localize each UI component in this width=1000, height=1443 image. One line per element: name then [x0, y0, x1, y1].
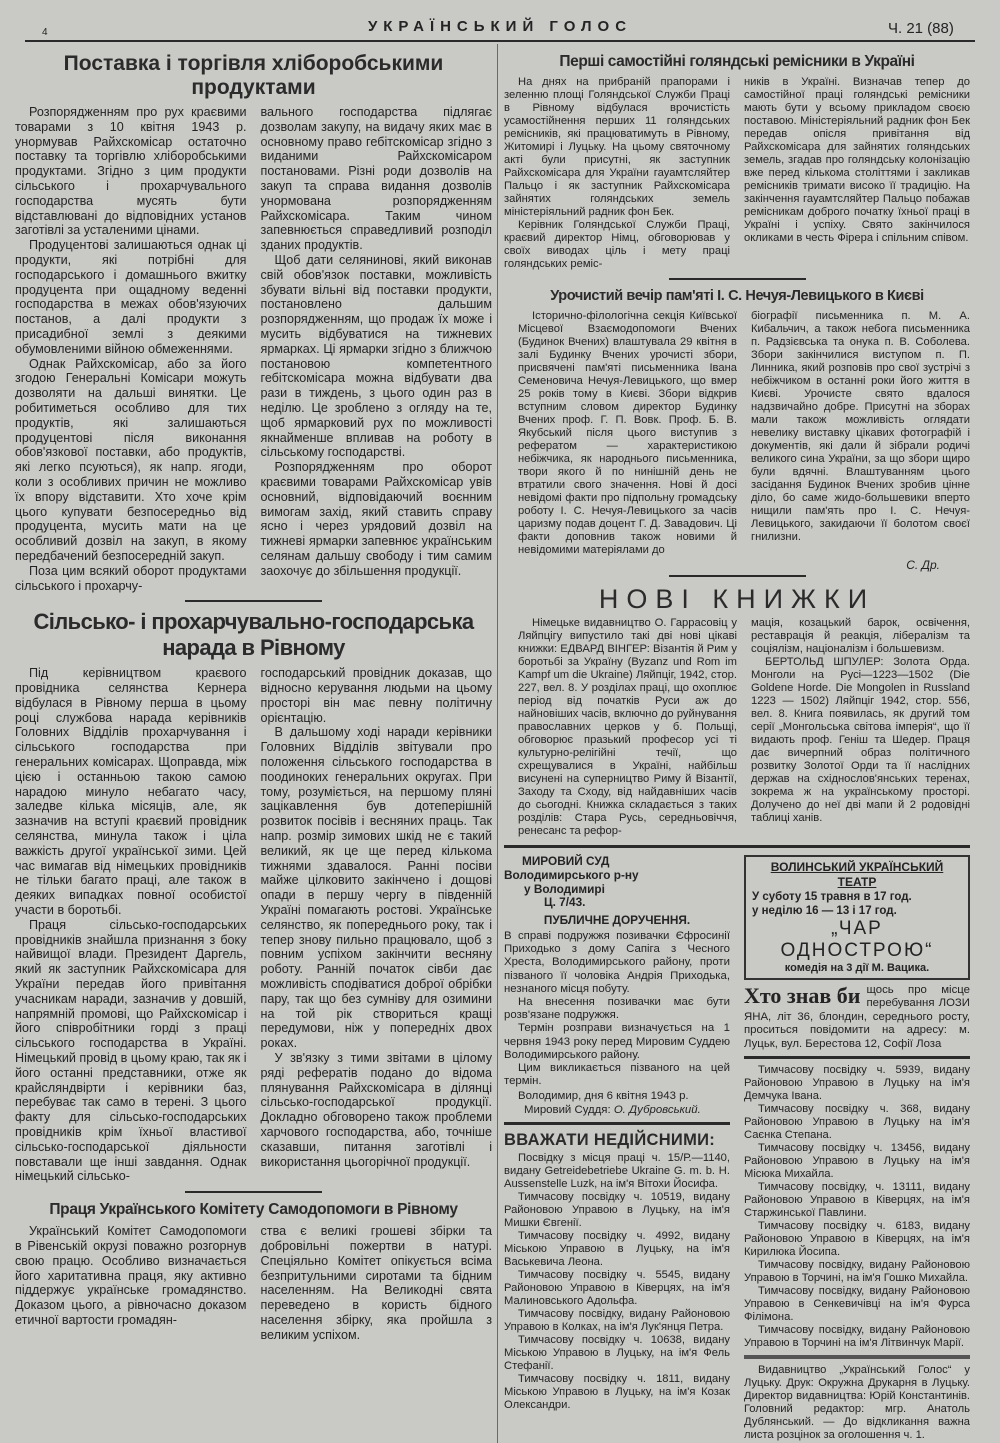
new-books — [504, 584, 970, 838]
author-signature: С. Др. — [906, 558, 940, 572]
paragraph: Тимчасову посвідку, видану Районовою Управою в Сенкевичівці на ім'я Фурса Філімона. — [744, 1285, 970, 1324]
judge-name: О. Дубровський. — [613, 1103, 701, 1116]
paragraph: біографії письменника п. М. А. Кибальчич, а також небога письменника п. Радзієвська та онука п. В. Соболева. Збори закінчилися виступом п. П. Линника, який розповів про свої зустрічі з небіжчиком в останні роки його життя в Києві. Урочисте свято вдалося надзвичайно добре. Присутні на зборах мали також можливість оглядати невелику виставку цікавих фотографій і документів, які дали й зібрали родичі великого сина України, за що збори щиро були вдячні. Влаштуванням цього засідання Будинок Вчених зробив цінне діло, бо саме жидо-большевики вперто нищили пам'ять про І. С. Нечуя-Левицького, закидаючи її болотом своєї гнилизни. — [751, 310, 970, 543]
paragraph: Тимчасову посвідку ч. 10638, видану Міською Управою в Луцьку, на ім'я Фель Стефанії. — [504, 1333, 730, 1372]
headline-committee: Праця Українського Комітету Самодопомоги в Рівному — [49, 1201, 458, 1219]
theatre-ad — [744, 855, 970, 980]
meeting-column-1 — [15, 666, 247, 1184]
paragraph: ників в Україні. Визначав тепер до самостійної праці голяндські ремісники мають бути у всьому прикладом своєю поставою. Міністеріяльний радник фон Бек передав опісля привітання від Райхскомісара для зайнятих голяндських земель, згадав про голяндську колонізацію вже перед кількома століттями і закликав ремісників тримати високо її традицію. На закінчення гауамтсляйтер Пальцо побажав ремісникам доброго початку їхньої праці в Україні і успіху. Свято закінчилося окликами в честь Фірера і спільним співом. — [744, 76, 970, 244]
paragraph: У зв'язку з тими звітами в цілому ряді рефератів подано до відома плянування Райхскомісара в ділянці сільсько-господарської продукції. Докладно обговорено також проблеми харчового господарства, або, точніше сказавши, питання заготівлі і використання цьогорічної продукції. — [260, 1051, 492, 1169]
section-rule — [744, 1355, 970, 1359]
court-city: у Володимирі — [524, 881, 605, 896]
classifieds-left — [504, 855, 730, 1412]
issue-number: Ч. 21 (88) — [888, 20, 954, 37]
play-subtitle: комедія на 3 дії М. Вацика. — [784, 962, 930, 974]
invalid-docs-list — [504, 1152, 730, 1412]
paragraph: Розпорядженням про оборот краєвими товарами Райхскомісар увів основний, відповідаючий воєнним вимогам захід, який ставить справу ясно і через урядовий дозвіл на тижневі ярмарки запевнює українським селянам дальшу свободу і тим самим заохочує до збільшення продукції. — [260, 460, 492, 578]
newspaper-title: УКРАЇНСЬКИЙ ГОЛОС — [367, 18, 633, 35]
section-rule — [744, 1056, 970, 1059]
paragraph: Тимчасову посвідку, видану Районовою Управою в Торчині, на ім'я Гошко Михайла. — [744, 1259, 970, 1285]
headline-meeting: Сільсько- і прохарчувально-господарська нарада в Рівному — [33, 609, 474, 661]
article-supply — [15, 52, 492, 593]
case-number: Ц. 7/43. — [544, 895, 586, 910]
headline-supply: Поставка і торгівля хліборобськими продуктами — [63, 52, 444, 99]
court-name: МИРОВИЙ СУД — [522, 854, 610, 868]
divider-rule — [185, 1191, 322, 1193]
column-divider — [497, 44, 498, 1443]
article-meeting — [15, 609, 492, 1184]
paragraph: ства є великі грошеві збірки та добровільні пожертви в натурі. Спеціяльно Комітет опікується всіма безпритульними сиротами та бідним населенням. На Великодні свята переведено в користь бідного населення збірку, яка пройшла з великим успіхом. — [260, 1224, 492, 1342]
paragraph: На внесення позивачки має бути розв'язане подружжя. — [504, 996, 730, 1022]
paragraph: Тимчасову посвідку ч. 5545, видану Районовою Управою в Ківерцях, на ім'я Малиновського Адольфа. — [504, 1268, 730, 1307]
classifieds — [504, 855, 970, 1442]
paragraph: Тимчасову посвідку ч. 4992, видану Міською Управою в Луцьку, на ім'я Васькевича Леона. — [504, 1229, 730, 1268]
classifieds-right — [744, 855, 970, 1442]
article-nechui — [504, 287, 970, 572]
paragraph: Праця сільсько-господарських провідників знайшла признання з боку найвищої влади. Президент Даргель, який як заступник Райхскомісара для України передав його привітання учасникам наради, зазначив у довшій, напрямній промові, що Райхскомісар і його співробітники горді з праці сільського господарства в Україні. Німецький провід в цьому краю, так як і його останні представники, отже як крайсляндвірти і керівники баз, перебуває так само в терені. З цього факту для сільсько-господарських провідників крім їхньої властивої сільсько-господарської діяльности повставали ще інші завдання. Однак німецький сільсько- — [15, 917, 247, 1184]
nechui-column-1 — [518, 310, 737, 557]
court-district: Володимирського р-ну — [504, 867, 639, 882]
page-number: 4 — [42, 27, 48, 38]
paragraph: Тимчасову посвідку ч. 6183, видану Районовою Управою в Ківерцях, на ім'я Кирилюка Йосипа. — [744, 1220, 970, 1259]
dutch-column-1 — [504, 76, 730, 271]
imprint-text: Видавництво „Український Голос“ у Луцьку. Друк: Окружна Друкарня в Луцьку. Директор видавництва: Юрій Константинів. Головний редактор: мгр. Анатоль Дублянський. — До відкликання важна листа розцінок за оголошення ч. 1. — [744, 1364, 970, 1442]
paragraph: господарський провідник доказав, що відносно керування людьми на цьому просторі він має певну політичну орієнтацію. — [260, 666, 492, 725]
paragraph: В дальшому ході наради керівники Головних Відділів звітували про положення сільського господарства в поодиноких генеральних округах. При тому, розуміється, на першому пляні зацікавлення був дотеперішній розвиток посівів і весняних праць. Так напр. розмір зимових шкід не є такий великий, як це ще перед кількома тижнями здавалося. Ранні посіви майже цілковито закінчено і дощові опади в першу чергу в південній Україні помагають ростові. Українське селянство, як попереднього року, так і тепер знову пильно працювало, щоб з повним успіхом закінчити весняну роботу. Ранній початок сівби дає можливість сподіватися доброї обрібки пару, так що без сумніву для озимини на той рік створиться кращі передумови, ніж у попередніх двох роках. — [260, 725, 492, 1051]
paragraph: мація, козацький барок, освічення, реставрація й реакція, лібералізм та соціялізм, націоналізм і большевизм. — [751, 617, 970, 655]
committee-column-1 — [15, 1224, 247, 1328]
section-rule — [504, 845, 970, 848]
paragraph: вального господарства підлягає дозволам закупу, на видачу яких має в основному право гебітскомісар згідно з виданими Райхскомісаром постановами. Різні роди дозволів на закуп та справа видання дозволів унормована розпорядженням Райхскомісара. Таким чином запевнюється справедливий розподіл зданих продуктів. — [260, 105, 492, 253]
paragraph: Термін розправи визначується на 1 червня 1943 року перед Мировим Суддею Володимирського району. — [504, 1022, 730, 1061]
paragraph: На днях на прибраній прапорами і зеленню площі Голяндської Служби Праці в Рівному відбулася врочистість усамостійнення перших 11 голяндських ремісників, які працюватимуть в Рівному, Житомирі і Луцьку. На цьому святочному акті були присутні, як заступник Райхскомісара для України гауамтсляйтер Пальцо і як заступник Райхскомісара зайнятих голяндських земель міністеріяльний радник фон Бек. — [504, 76, 730, 218]
masthead-rule — [25, 40, 975, 42]
right-page-half — [504, 52, 970, 1442]
nechui-column-2 — [751, 310, 970, 544]
paragraph: Цим викликається пізваного на цей термін. — [504, 1062, 730, 1088]
article-committee — [15, 1200, 492, 1342]
invalid-docs-list-right — [744, 1064, 970, 1350]
divider-rule — [669, 278, 806, 280]
show-date-2: у неділю 16 — 13 і 17 год. — [752, 905, 897, 917]
paragraph: БЕРТОЛЬД ШПУЛЕР: Золота Орда. Монголи на Русі—1223—1502 (Die Goldene Horde. Die Mongolen in Russland 1223 — 1502) Ляйпціг 1942, стор. 556, вел. 8. Книга появилась, як другий том серії „Монгольська світова імперія“, що її видають проф. Геніш та Шедер. Праця дає вичерпний образ політичного розвитку Золотої Орди та її наслідних держав на східнослов'янських теренах, зокрема ж на українському просторі. Долучено до неї дві мапи й 2 родовідні таблиці ханів. — [751, 656, 970, 824]
headline-nechui: Урочистий вечір пам'яті І. С. Нечуя-Левицького в Києві — [550, 288, 924, 304]
article-dutch-craftsmen — [504, 52, 970, 271]
court-notice — [504, 855, 730, 1117]
paragraph: Тимчасову посвідку ч. 1811, видану Міською Управою в Луцьку, на ім'я Козак Олександри. — [504, 1372, 730, 1411]
paragraph: Однак Райхскомісар, або за його згодою Генеральні Комісари можуть дозволяти на дальші винятки. Це робитиметься особливо для тих продуктів, які залишаються продуцентові після виконання обов'язкової поставки, або продуктів, які легко псуються), як напр. ягоди, коли з особливих причин не можливо їх впору відставити. Хто хоче крім цього купувати безпосередньо від продуцента, мусить мати на це особливий дозвіл на закуп, в якому передбачений безпосередній закуп. — [15, 356, 247, 563]
paragraph: Продуцентові залишаються однак ці продукти, які потрібні для господарського і домашнього вжитку продуцента при ощадному веденні господарства в межах обов'язуючих постанов, а далі продукти з присадибної землі з деякими обумовленими війною обмеженнями. — [15, 238, 247, 356]
paragraph: Керівник Голяндської Служби Праці, краєвий директор Німц, обговорював у своїх виводах ціль і мету праці голяндських реміс- — [504, 219, 730, 270]
notice-date: Володимир, дня 6 квітня 1943 р. — [518, 1090, 689, 1103]
left-page-half — [15, 52, 492, 1343]
paragraph: Німецьке видавництво О. Гаррасовіц у Ляйпцігу випустило такі дві нові цікаві книжки: ЕДВАРД ВІНГЕР: Візантія й Рим у боротьбі за Україну (Byzanz und Rom im Kampf um die Ukraine) Ляйпціг, 1942, стор. 227, вел. 8. У розділах праці, що охоплює період від початків Руси аж до найновіших часів, включно до руйнування православних церков у б. Польщі, обговорює празький професор усі ті культурно-релігійні течії, що схрещувалися в Україні, найбільш висунені на суперництво Риму й Візантії, Заходу та Сходу, від найдавніших часів до сьогодні. Книжка складається з таких розділів: Стара Русь, середньовіччя, ренесанс та рефор- — [518, 617, 737, 837]
judge-label: Мировий Суддя: — [524, 1103, 611, 1116]
headline-dutch-craftsmen: Перші самостійні голяндські ремісники в Україні — [559, 53, 915, 70]
paragraph: Поза цим всякий оборот продуктами сільського і прохарчу- — [15, 563, 247, 593]
paragraph: Тимчасову посвідку ч. 368, видану Районовою Управою в Луцьку на ім'я Саєнка Степана. — [744, 1103, 970, 1142]
imprint — [744, 1364, 970, 1442]
wanted-headline: Хто знав би — [744, 983, 861, 1008]
books-column-2 — [751, 617, 970, 825]
paragraph: Під керівництвом краєвого провідника селянства Кернера відбулася в Рівному перша в цьому році службова нарада керівників Головних Відділів прохарчування і сільського господарства при генеральних комісарах. Щоправда, між цією і останньою такою самою нарадою минуло небагато часу, заледве кілька місяців, але, як зазначив на вступі краєвий провідник селянства, минула також і ціла важкість другої української зими. Цей час вимагав від німецьких провідників не тільки багато праці, але також в деяких випадках повної особистої участи в боротьбі. — [15, 666, 247, 918]
paragraph: Український Комітет Самодопомоги в Рівенській окрузі поважно розгорнув свою працю. Особливо визначається його харитативна праця, яку активно піддержує українське громадянство. Доказом цього, а рівночасно доказом етичної вартости громадян- — [15, 1224, 247, 1327]
supply-column-2 — [261, 105, 493, 579]
section-rule — [504, 1122, 730, 1125]
meeting-column-2 — [261, 666, 493, 1169]
committee-column-2 — [261, 1224, 493, 1342]
paragraph: Тимчасову посвідку ч. 13456, видану Районовою Управою в Луцьку на ім'я Місюка Михайла. — [744, 1142, 970, 1181]
paragraph: Історично-філологічна секція Київської Місцевої Взаємодопомоги Вчених (Будинок Вчених) влаштувала 29 квітня в залі Будинку Вчених урочисті збори, присвячені пам'яті письменника Івана Семеновича Нечуя-Левицького, що вмер 25 років тому в Києві. Збори відкрив вступним словом директор Будинку Вчених проф. Г. П. Вовк. Проф. Б. В. Якубський після цього виступив з рефератом — характеристикою небіжчика, як народнього письменника, твори якого й по нинішній день не втратили свого значення. Нові й досі невідомі факти про підпольну громадську роботу І. С. Нечуя-Левицького за часів царизму подав доцент Г. Д. Завадович. Ці факти доповнив також новими й невідомими матеріялами до — [518, 310, 737, 556]
wanted-text: щось про місце перебування ЛОЗИ ЯНА, літ 36, блондин, середнього росту, проситься повідомити на адресу: м. Луцьк, вул. Берестова 12, Софії Лоза — [744, 984, 970, 1050]
notice-title: ПУБЛИЧНЕ ДОРУЧЕННЯ. — [543, 913, 691, 928]
paragraph: Тимчасову посвідку, ч. 13111, видану Районовою Управою в Ківерцях, на ім'я Старжинської Павлини. — [744, 1181, 970, 1220]
paragraph: Розпорядженням про рух краєвими товарами з 10 квітня 1943 р. унормував Райхскомісар остаточно поставку та торгівлю хліборобськими продуктами. Згідно з цим продукти сільського і прохарчувального господарства мусять бути відставлювані до відповідних установ заготівлі за усталеними цінами. — [15, 105, 247, 238]
paragraph: Щоб дати селянинові, який виконав свій обов'язок поставки, можливість збувати вільні від поставки продукти, постановлено дальшим розпорядженням, що продаж їх може і мусить відбуватися на тижневих ярмарках. Ці ярмарки згідно з ближчою постановою компетентного гебітскомісара можна відбувати два рази в тиждень, з цього один раз в неділю. Це зроблено з огляду на те, щоб ярмарковий рух по можливості якнайменше впливав на роботу в сільському господарстві. — [260, 252, 492, 460]
paragraph: Посвідку з місця праці ч. 15/Р.—1140, видану Getreidebetriebe Ukraine G. m. b. H. Aussenstelle Luzk, на ім'я Вітохи Йосифа. — [504, 1151, 730, 1190]
supply-column-1 — [15, 105, 247, 593]
headline-new-books: НОВІ КНИЖКИ — [598, 584, 876, 614]
divider-rule — [185, 600, 322, 602]
notice-body — [504, 930, 730, 1088]
paragraph: Тимчасову посвідку, видану Районовою Управою в Колках, на ім'я Лук'янця Петра. — [504, 1307, 730, 1333]
divider-rule — [669, 575, 806, 577]
wanted-notice — [744, 984, 970, 1051]
paragraph: Тимчасову посвідку, видану Районовою Управою в Торчині на ім'я Літвинчук Марії. — [744, 1324, 970, 1350]
headline-invalid-docs: ВВАЖАТИ НЕДІЙСНИМИ: — [504, 1130, 716, 1149]
dutch-column-2 — [744, 76, 970, 245]
show-date-1: У суботу 15 травня в 17 год. — [752, 891, 912, 903]
books-column-1 — [518, 617, 737, 838]
play-title: „ЧАР ОДНОСТРОЮ“ — [780, 918, 934, 961]
paragraph: Тимчасову посвідку ч. 5939, видану Районовою Управою в Луцьку на ім'я Демчука Івана. — [744, 1064, 970, 1103]
paragraph: В справі подружжя позивачки Єфросинії Приходько з дому Сапіга з Чесного Хреста, Володимирського району, проти пізваного її чоловіка Андрія Приходька, незнаного місця побуту. — [504, 929, 730, 995]
judge-signature — [504, 1104, 730, 1117]
theatre-name: ВОЛИНСЬКИЙ УКРАЇНСЬКИЙ ТЕАТР — [770, 860, 944, 889]
paragraph: Тимчасову посвідку ч. 10519, видану Районовою Управою в Луцьку, на ім'я Мишки Євгенії. — [504, 1190, 730, 1229]
